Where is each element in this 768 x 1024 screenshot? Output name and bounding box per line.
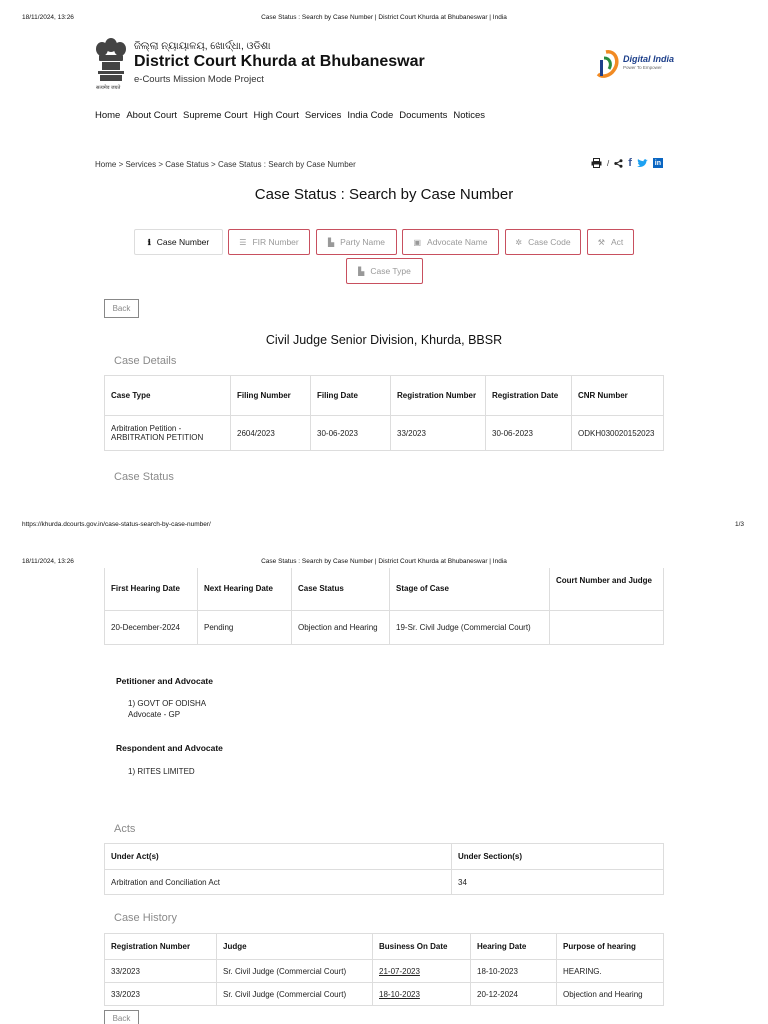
business-date-link-text[interactable]: 21-07-2023 (379, 966, 420, 976)
acts-heading: Acts (114, 823, 136, 835)
print-title: Case Status : Search by Case Number | District Court Khurda at Bhubaneswar | India (261, 558, 507, 565)
table-header-row (105, 934, 664, 960)
share-icon[interactable] (614, 159, 623, 168)
column-header: Judge (217, 934, 373, 960)
table-cell (550, 610, 664, 644)
tab-label: Act (610, 237, 624, 247)
table-cell: ODKH030020152023 (572, 416, 664, 451)
column-header: Registration Number (105, 934, 217, 960)
digital-india-logo[interactable] (592, 48, 676, 82)
column-header: Court Number and Judge (550, 568, 664, 610)
table-cell: 30-06-2023 (311, 416, 391, 451)
main-nav (95, 110, 485, 121)
table-cell: 30-06-2023 (486, 416, 572, 451)
document-icon: ▙ (358, 266, 365, 276)
column-header: Stage of Case (390, 568, 550, 610)
table-cell: Sr. Civil Judge (Commercial Court) (217, 983, 373, 1006)
print-url: https://khurda.dcourts.gov.in/case-status-search-by-case-number/ (22, 521, 211, 528)
print-page-number: 1/3 (735, 521, 745, 528)
acts-table (104, 843, 664, 895)
breadcrumb[interactable]: Home > Services > Case Status > Case Status : Search by Case Number (95, 160, 356, 169)
id-card-icon: ▣ (413, 237, 422, 247)
nav-item-supreme-court[interactable]: Supreme Court (183, 110, 248, 121)
column-header: Under Act(s) (105, 844, 452, 870)
tab-case-code[interactable] (505, 229, 581, 255)
case-details-table (104, 375, 664, 451)
site-title[interactable]: District Court Khurda at Bhubaneswar (134, 53, 425, 70)
column-header: Registration Date (486, 376, 572, 416)
case-history-heading: Case History (114, 912, 177, 924)
table-cell: 18-10-2023 (471, 960, 557, 983)
digital-india-text: Digital India (623, 54, 675, 64)
column-header: Business On Date (373, 934, 471, 960)
table-row (105, 610, 664, 644)
table-cell: Objection and Hearing (557, 983, 664, 1006)
table-cell: Sr. Civil Judge (Commercial Court) (217, 960, 373, 983)
tab-party-name[interactable] (316, 229, 397, 255)
nav-item-notices[interactable]: Notices (453, 110, 486, 121)
table-cell: HEARING. (557, 960, 664, 983)
business-date-link-text[interactable]: 18-10-2023 (379, 989, 420, 999)
emblem-caption: सत्यमेव जयते (96, 85, 121, 91)
table-row (105, 983, 664, 1006)
table-cell: 33/2023 (105, 983, 217, 1006)
business-date-link[interactable] (373, 960, 471, 983)
respondent-heading: Respondent and Advocate (116, 743, 223, 753)
court-name: Civil Judge Senior Division, Khurda, BBSR (265, 333, 503, 347)
linkedin-icon[interactable]: in (654, 159, 662, 167)
column-header: Filing Number (231, 376, 311, 416)
gear-icon: ✲ (515, 237, 523, 247)
nav-item-india-code[interactable]: India Code (347, 110, 394, 121)
tab-advocate-name[interactable] (402, 229, 499, 255)
column-header: Hearing Date (471, 934, 557, 960)
tab-label: Case Type (370, 266, 411, 276)
table-cell: 20-12-2024 (471, 983, 557, 1006)
digital-india-tagline: Power To Empower (623, 65, 662, 70)
column-header: Registration Number (391, 376, 486, 416)
print-datetime: 18/11/2024, 13:26 (22, 558, 74, 565)
table-header-row (105, 844, 664, 870)
column-header: Next Hearing Date (198, 568, 292, 610)
column-header: Filing Date (311, 376, 391, 416)
printer-icon[interactable] (591, 158, 602, 168)
gavel-icon: ⚒ (597, 237, 605, 247)
petitioner-heading: Petitioner and Advocate (116, 676, 213, 686)
tab-label: FIR Number (252, 237, 299, 247)
nav-item-high-court[interactable]: High Court (253, 110, 299, 121)
petitioner-advocate: Advocate - GP (128, 710, 181, 719)
column-header: Under Section(s) (452, 844, 664, 870)
case-details-heading: Case Details (114, 355, 177, 367)
nav-item-home[interactable]: Home (95, 110, 121, 121)
table-cell: 33/2023 (391, 416, 486, 451)
column-header: Case Type (105, 376, 231, 416)
list-icon: ☰ (239, 237, 247, 247)
tab-act[interactable] (587, 229, 634, 255)
tab-label: Party Name (340, 237, 386, 247)
case-history-table (104, 933, 664, 1006)
table-row (105, 960, 664, 983)
page-title: Case Status : Search by Case Number (254, 186, 514, 203)
table-cell: 2604/2023 (231, 416, 311, 451)
facebook-icon[interactable]: f (628, 157, 632, 169)
column-header: Case Status (292, 568, 390, 610)
site-odia-name: ଜିଲ୍ଲା ନ୍ୟାୟାଳୟ, ଖୋର୍ଦ୍ଧା, ଓଡିଶା (134, 41, 271, 52)
info-icon: ℹ (147, 237, 151, 247)
tab-label: Case Code (528, 237, 571, 247)
share-toolbar (591, 157, 663, 169)
print-datetime: 18/11/2024, 13:26 (22, 14, 74, 21)
table-cell: 33/2023 (105, 960, 217, 983)
table-cell: 34 (452, 870, 664, 895)
table-row (105, 870, 664, 895)
table-header-row (105, 376, 664, 416)
table-row (105, 416, 664, 451)
petitioner-name: 1) GOVT OF ODISHA (128, 699, 207, 708)
tab-case-number[interactable] (134, 229, 223, 255)
print-title: Case Status : Search by Case Number | District Court Khurda at Bhubaneswar | India (261, 14, 507, 21)
table-cell: Arbitration and Conciliation Act (105, 870, 452, 895)
tab-label: Case Number (156, 237, 210, 247)
table-cell: 20-December-2024 (105, 610, 198, 644)
table-header-row (105, 568, 664, 610)
national-emblem-icon (94, 36, 128, 88)
nav-item-documents[interactable]: Documents (399, 110, 448, 121)
site-subtitle: e-Courts Mission Mode Project (134, 74, 264, 85)
case-status-table (104, 568, 664, 645)
nav-item-about-court[interactable]: About Court (126, 110, 178, 121)
business-date-link[interactable] (373, 983, 471, 1006)
column-header: CNR Number (572, 376, 664, 416)
respondent-name: 1) RITES LIMITED (128, 767, 195, 776)
document-icon: ▙ (327, 237, 335, 247)
tab-label: Advocate Name (427, 237, 488, 247)
twitter-icon[interactable] (637, 159, 648, 168)
case-status-heading: Case Status (114, 471, 174, 483)
table-cell: Pending (198, 610, 292, 644)
tab-case-type[interactable] (346, 258, 423, 284)
back-button[interactable]: Back (104, 1010, 139, 1024)
digital-india-swirl-icon (592, 48, 622, 82)
column-header: Purpose of hearing (557, 934, 664, 960)
table-cell: Arbitration Petition - ARBITRATION PETITION (105, 416, 231, 451)
share-separator: / (607, 158, 610, 168)
table-cell: Objection and Hearing (292, 610, 390, 644)
column-header: First Hearing Date (105, 568, 198, 610)
back-button[interactable]: Back (104, 299, 139, 318)
nav-item-services[interactable]: Services (304, 110, 342, 121)
tab-fir-number[interactable] (228, 229, 310, 255)
table-cell: 19-Sr. Civil Judge (Commercial Court) (390, 610, 550, 644)
